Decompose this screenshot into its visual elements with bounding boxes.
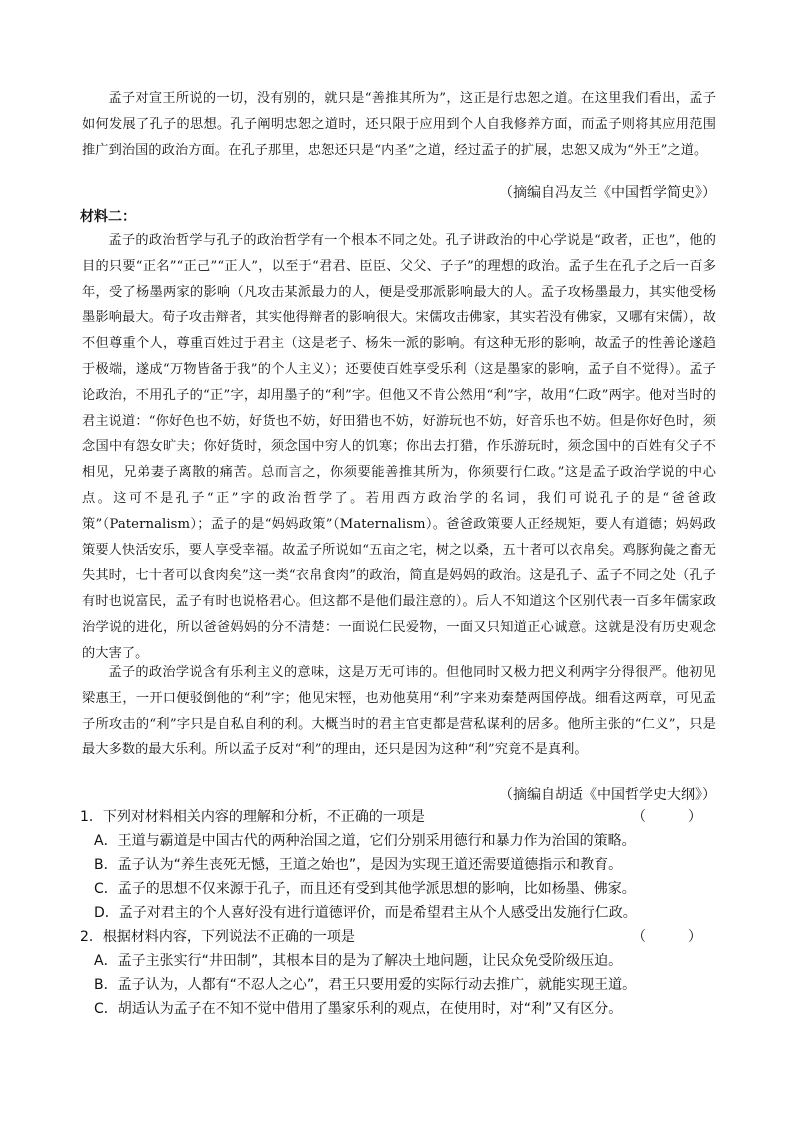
question-1-option-d: D．孟子对君主的个人喜好没有进行道德评价，而是希望君主从个人感受出发施行仁政。 bbox=[94, 905, 637, 921]
passage-paragraph-3: 孟子的政治学说含有乐利主义的意味，这是万无可讳的。但他同时又极力把义利两字分得很严。他初见梁惠王，一开口便驳倒他的“利”字；他见宋牼，也劝他莫用“利”字来劝秦楚两国停战。细看这两章，可见孟子所攻击的“利”字只是自私自利的利。大概当时的君主官吏都是营私谋利的居多。他所主张的“仁义”，只是最大多数的最大乐利。所以孟子反对“利”的理由，还只是因为这种“利”究竟不是真利。 bbox=[82, 665, 716, 758]
passage-paragraph-1: 孟子对宣王所说的一切，没有别的，就只是“善推其所为”，这正是行忠恕之道。在这里我们看出，孟子如何发展了孔子的思想。孔子阐明忠恕之道时，还只限于应用到个人自我修养方面，而孟子则将其应用范围推广到治国的政治方面。在孔子那里，忠恕还只是“内圣”之道，经过孟子的扩展，忠恕又成为“外王”之道。 bbox=[82, 91, 716, 158]
question-1-option-b: B．孟子认为“养生丧死无憾，王道之始也”，是因为实现王道还需要道德指示和教育。 bbox=[94, 857, 623, 873]
question-2 bbox=[80, 926, 720, 948]
material-two-label: 材料二： bbox=[80, 209, 136, 225]
citation-hu-shi: （摘编自胡适《中国哲学史大纲》） bbox=[499, 787, 716, 803]
question-2-option-a: A．孟子主张实行“井田制”，其根本目的是为了解决土地问题，让民众免受阶级压迫。 bbox=[94, 953, 623, 969]
question-2-option-b: B．孟子认为，人都有“不忍人之心”，君王只要用爱的实际行动去推广，就能实现王道。 bbox=[94, 977, 637, 993]
question-2-stem: 2．根据材料内容，下列说法不正确的一项是 bbox=[80, 929, 355, 945]
question-2-answer-blank: （ ） bbox=[632, 929, 702, 945]
question-2-option-c: C．胡适认为孟子在不知不觉中借用了墨家乐利的观点，在使用时，对“利”又有区分。 bbox=[94, 1001, 623, 1017]
question-1-option-a: A．王道与霸道是中国古代的两种治国之道，它们分别采用德行和暴力作为治国的策略。 bbox=[94, 833, 636, 849]
question-1-option-c: C．孟子的思想不仅来源于孔子，而且还有受到其他学派思想的影响，比如杨墨、佛家。 bbox=[94, 881, 636, 897]
passage-paragraph-2: 孟子的政治哲学与孔子的政治哲学有一个根本不同之处。孔子讲政治的中心学说是“政者，正也”，他的目的只要“正名”“正己”“正人”，以至于“君君、臣臣、父父、子子”的理想的政治。孟子生在孔子之后一百多年，受了杨墨两家的影响（凡攻击某派最力的人，便是受那派影响最大的人。孟子攻杨墨最力，其实他受杨墨影响最大。荀子攻击辩者，其实他得辩者的影响很大。宋儒攻击佛家，其实若没有佛家，又哪有宋儒），故不但尊重个人，尊重百姓过于君主（这是老子、杨朱一派的影响。有这种无形的影响，故孟子的性善论遂趋于极端，遂成“万物皆备于我”的个人主义）；还要使百姓享受乐利（这是墨家的影响，孟子自不觉得）。孟子论政治，不用孔子的“正”字，却用墨子的“利”字。但他又不肯公然用“利”字，故用“仁政”两字。他对当时的君主说道：“你好色也不妨，好货也不妨，好田猎也不妨，好游玩也不妨，好音乐也不妨。但是你好色时，须念国中有怨女旷夫；你好货时，须念国中穷人的饥寒；你出去打猎，作乐游玩时，须念国中的百姓有父子不相见，兄弟妻子离散的痛苦。总而言之，你须要能善推其所为，你须要行仁政。”这是孟子政治学说的中心点。这可不是孔子“正”字的政治哲学了。若用西方政治学的名词，我们可说孔子的是“爸爸政策”（Paternalism）；孟子的是“妈妈政策”（Maternalism）。爸爸政策要人正经规矩，要人有道德；妈妈政策要人快活安乐，要人享受幸福。故孟子所说如“五亩之宅，树之以桑，五十者可以衣帛矣。鸡豚狗彘之畜无失其时，七十者可以食肉矣”这一类“衣帛食肉”的政治，简直是妈妈的政治。这是孔子、孟子不同之处（孔子有时也说富民，孟子有时也说格君心。但这都不是他们最注意的）。后人不知道这个区别代表一百多年儒家政治学说的进化，所以爸爸妈妈的分不清楚：一面说仁民爱物，一面又只知道正心诚意。这就是没有历史观念的大害了。 bbox=[82, 233, 716, 661]
question-1-answer-blank: （ ） bbox=[632, 809, 702, 825]
citation-feng-youlan: （摘编自冯友兰《中国哲学简史》） bbox=[499, 185, 716, 201]
question-1-stem: 1．下列对材料相关内容的理解和分析，不正确的一项是 bbox=[80, 809, 425, 825]
question-1 bbox=[80, 806, 720, 828]
